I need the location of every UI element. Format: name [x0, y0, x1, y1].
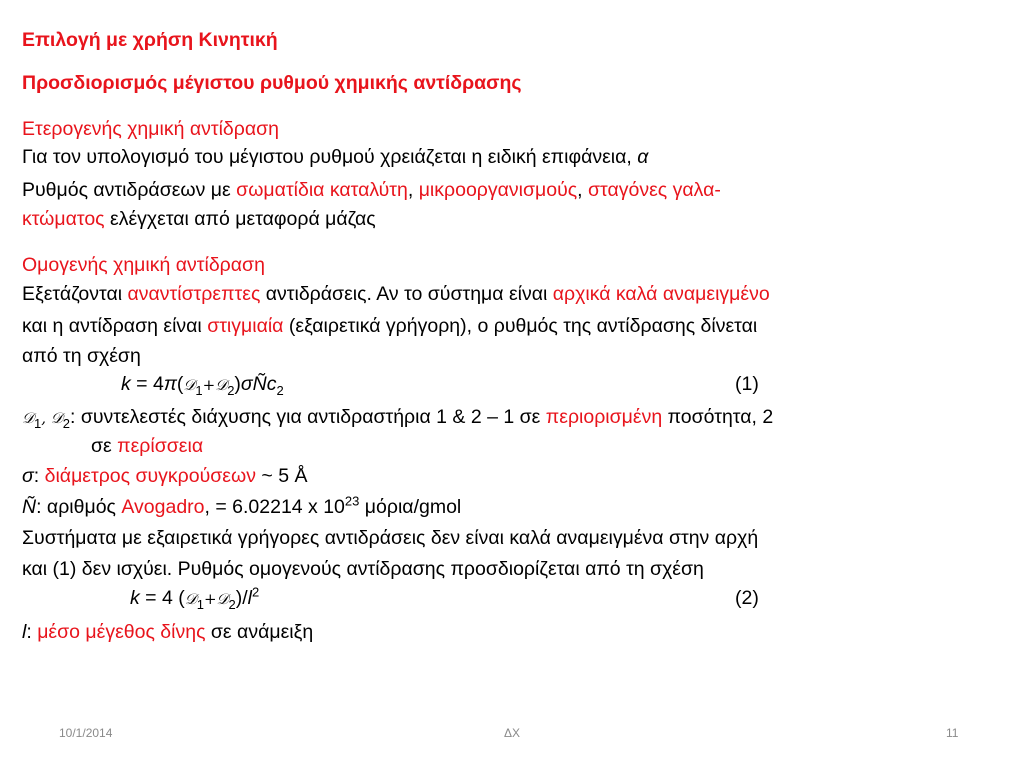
hom-line-2: και η αντίδραση είναι στιγμιαία (εξαιρετικά γρήγορη), ο ρυθμός της αντίδρασης δίνεται: [22, 315, 758, 337]
equation-1-number: (1): [735, 373, 759, 395]
footer-page-number: 11: [946, 726, 959, 740]
footer-date: 10/1/2014: [59, 726, 113, 740]
def-diffusion-cont: σε περίσσεια: [91, 435, 204, 457]
alpha-symbol: α: [637, 146, 649, 168]
footer-author: ΔΧ: [504, 726, 521, 740]
equation-2: k = 4 $(𝒟_1+𝒟_2)/l^2$: [130, 584, 260, 612]
def-diffusion: 𝒟$_1$, 𝒟$_2$: συντελεστές διάχυσης για αντιδραστήρια 1 & 2 – 1 σε περιορισμένη ποσότητα, 2: [22, 406, 774, 431]
het-line-1: Για τον υπολογισμό του μέγιστου ρυθμού χρειάζεται η ειδική επιφάνεια, α: [22, 146, 649, 168]
slide-title: Επιλογή με χρήση Κινητική: [22, 29, 278, 51]
heterogeneous-heading: Ετερογενής χημική αντίδραση: [22, 118, 280, 140]
def-avogadro: Ñ: αριθμός Avogadro, = 6.02214 x $10^{23}$ μόρια/gmol: [22, 493, 462, 518]
slide-subtitle: Προσδιορισμός μέγιστου ρυθμού χημικής αντίδρασης: [22, 72, 522, 94]
het-line-3: κτώματος ελέγχεται από μεταφορά μάζας: [22, 208, 376, 230]
def-sigma: σ: διάμετρος συγκρούσεων ~ 5 Å: [22, 465, 308, 487]
hom-line-3: από τη σχέση: [22, 345, 141, 367]
equation-2-number: (2): [735, 587, 759, 609]
systems-line-2: και (1) δεν ισχύει. Ρυθμός ομογενούς αντίδρασης προσδιορίζεται από τη σχέση: [22, 558, 704, 580]
het-line-2: Ρυθμός αντιδράσεων με σωματίδια καταλύτη, μικροοργανισμούς, σταγόνες γαλα-: [22, 179, 721, 201]
homogeneous-heading: Ομογενής χημική αντίδραση: [22, 254, 265, 276]
hom-line-1: Εξετάζονται αναντίστρεπτες αντιδράσεις. Αν το σύστημα είναι αρχικά καλά αναμειγμένο: [22, 283, 770, 305]
def-eddy: l: μέσο μέγεθος δίνης σε ανάμειξη: [22, 621, 314, 643]
equation-1: k = 4π(𝒟$_1$+𝒟$_2$)σÑc$_2$: [121, 373, 284, 398]
systems-line-1: Συστήματα με εξαιρετικά γρήγορες αντιδράσεις δεν είναι καλά αναμειγμένα στην αρχή: [22, 527, 759, 549]
